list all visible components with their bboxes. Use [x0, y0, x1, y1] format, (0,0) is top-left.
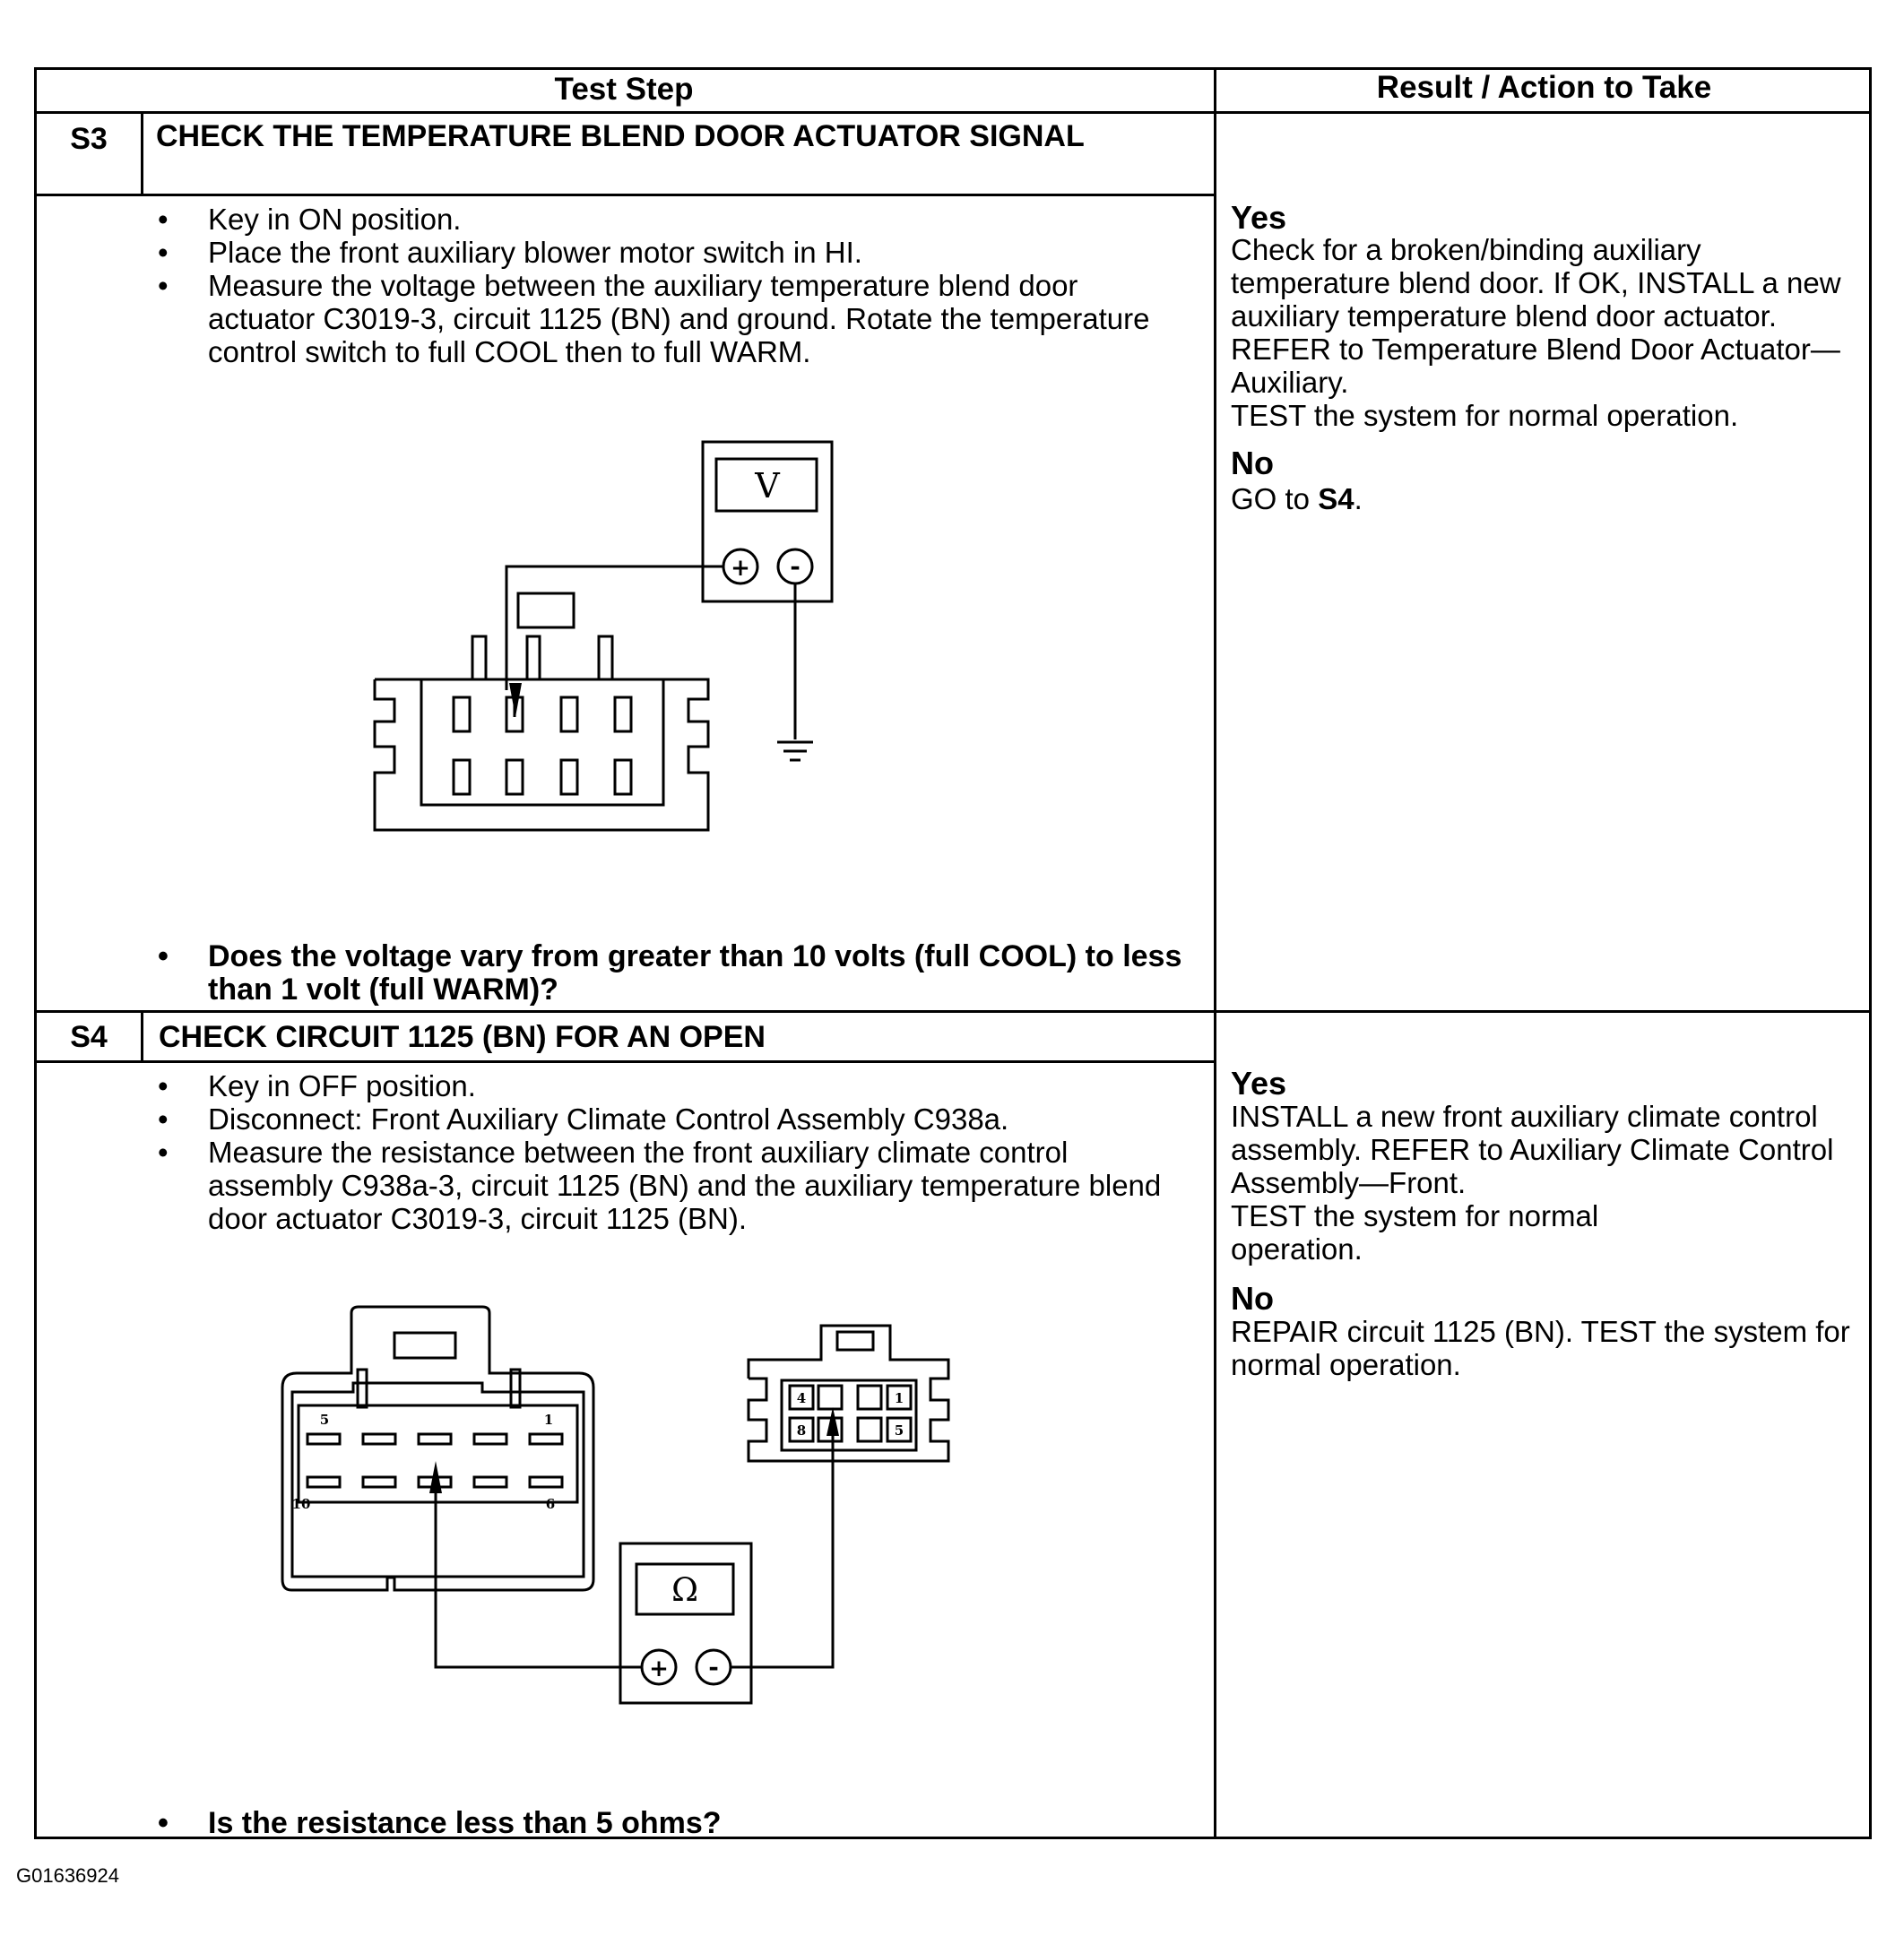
c3019-pin-label: 8: [796, 1422, 807, 1439]
c938a-pin-label: 1: [543, 1412, 554, 1428]
s4-no-label: No: [1231, 1280, 1274, 1317]
step-id-s3: S3: [70, 122, 108, 156]
s4-yes-text: INSTALL a new front auxiliary climate control assembly. REFER to Auxiliary Climate Control Assembly—Front.: [1231, 1100, 1834, 1199]
c3019-probe-arrow: [827, 1407, 839, 1436]
ohmmeter-minus-label: -: [708, 1652, 719, 1681]
s3-no-text-prefix: GO to: [1231, 482, 1319, 515]
s4-yes-text-2: TEST the system for normal operation.: [1231, 1199, 1599, 1266]
s3-instruction-item: • Key in ON position.: [156, 203, 1187, 236]
c3019-latch: [837, 1332, 873, 1350]
c938a-pin-label: 10: [291, 1496, 311, 1512]
s3-no-label: No: [1231, 445, 1274, 481]
step-title-s4: CHECK CIRCUIT 1125 (BN) FOR AN OPEN: [159, 1020, 766, 1054]
header-test-step: Test Step: [554, 72, 694, 107]
s4-no-text: REPAIR circuit 1125 (BN). TEST the system for normal operation.: [1231, 1315, 1850, 1381]
s3-instruction-item: • Measure the voltage between the auxiliary temperature blend door actuator C3019-3, circuit 1125 (BN) and ground. Rotate the temperature control switch to full COOL then to full WARM.: [156, 269, 1187, 368]
ohmmeter-body: [620, 1543, 751, 1703]
ohmmeter-plus-label: +: [649, 1655, 669, 1682]
s4-question-text: • Is the resistance less than 5 ohms?: [156, 1807, 1205, 1840]
header-result-action: Result / Action to Take: [1376, 70, 1712, 105]
c3019-pin-label: 4: [796, 1390, 807, 1406]
s4-question: [156, 1807, 1205, 1840]
s4-instruction-item: • Key in OFF position.: [156, 1069, 1187, 1102]
voltmeter-minus-label: -: [790, 551, 801, 581]
voltmeter-plus-label: +: [731, 555, 750, 582]
s3-yes-label: Yes: [1231, 199, 1287, 236]
s4-instruction-item: • Disconnect: Front Auxiliary Climate Control Assembly C938a.: [156, 1102, 1187, 1136]
ohmmeter-symbol: Ω: [671, 1572, 698, 1609]
s3-no-step-ref: S4: [1318, 482, 1354, 515]
s4-instruction-item: • Measure the resistance between the front auxiliary climate control assembly C938a-3, circuit 1125 (BN) and the auxiliary temperature blend door actuator C3019-3, circuit 1125 (BN).: [156, 1136, 1187, 1235]
s3-yes-text: Check for a broken/binding auxiliary temperature blend door. If OK, INSTALL a new auxiliary temperature blend door actuator. REFER to Temperature Blend Door Actuator—Auxiliary.: [1231, 233, 1841, 399]
c3019-connector-shell: [749, 1326, 948, 1461]
c3019-pin-label: 5: [894, 1422, 904, 1439]
c938a-latch: [394, 1333, 455, 1358]
ohmmeter-negative-lead: [731, 1430, 833, 1667]
s3-no-text-suffix: .: [1354, 482, 1363, 515]
c938a-pin-label: 5: [319, 1412, 330, 1428]
s3-question-text: • Does the voltage vary from greater than 10 volts (full COOL) to less than 1 volt (full WARM)?: [156, 940, 1205, 1007]
step-id-s4: S4: [70, 1020, 108, 1054]
c3019-pin-label: 1: [894, 1390, 904, 1406]
c938a-connector-shell: [282, 1307, 593, 1590]
c938a-pin-label: 6: [545, 1496, 556, 1512]
s3-yes-text-2: TEST the system for normal operation.: [1231, 399, 1739, 432]
s3-instruction-item: • Place the front auxiliary blower motor switch in HI.: [156, 236, 1187, 269]
figure-id: G01636924: [16, 1864, 119, 1887]
ohmmeter-positive-lead: [436, 1470, 642, 1667]
s4-yes-label: Yes: [1231, 1065, 1287, 1102]
step-title-s3: CHECK THE TEMPERATURE BLEND DOOR ACTUATOR SIGNAL: [156, 119, 1085, 153]
voltmeter-symbol: V: [755, 466, 780, 506]
